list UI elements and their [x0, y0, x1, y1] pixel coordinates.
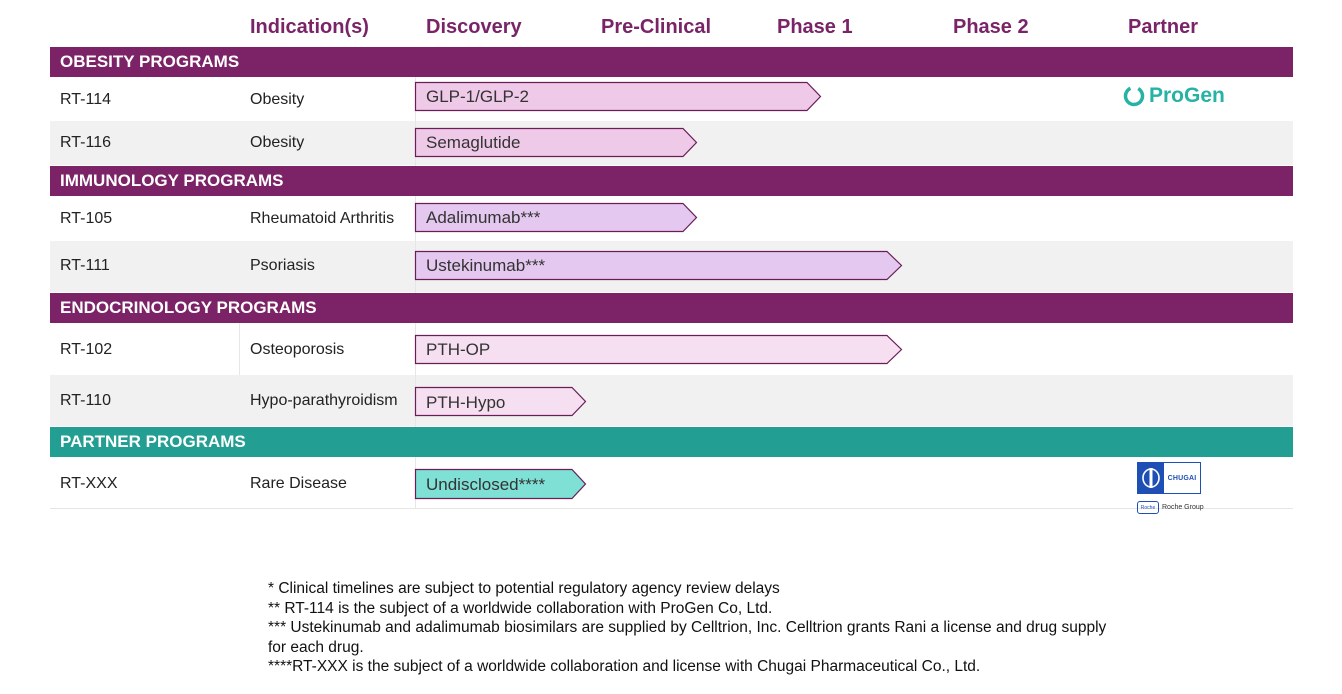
arrow-label: Ustekinumab***	[426, 256, 546, 275]
program-indication: Psoriasis	[250, 257, 315, 274]
program-id: RT-111	[60, 257, 110, 274]
program-indication: Rare Disease	[250, 475, 347, 492]
section-partner-programs: PARTNER PROGRAMS	[50, 427, 1293, 457]
footnote: *** Ustekinumab and adalimumab biosimilars are supplied by Celltrion, Inc. Celltrion grants Rani a license and drug supply for each drug.	[268, 619, 1107, 656]
program-id: RT-102	[60, 341, 113, 358]
program-indication: Obesity	[250, 91, 305, 108]
header-phase1: Phase 1	[777, 16, 853, 38]
arrow-label: PTH-Hypo	[426, 393, 506, 412]
header-discovery: Discovery	[426, 16, 522, 38]
roche-group-line	[1137, 501, 1204, 514]
program-indication: Rheumatoid Arthritis	[250, 210, 395, 227]
chugai-name: CHUGAI	[1167, 474, 1197, 482]
footnote: ** RT-114 is the subject of a worldwide collaboration with ProGen Co, Ltd.	[268, 599, 773, 617]
progen-logo	[1122, 84, 1225, 108]
roche-hexagon-icon: Roche	[1137, 501, 1159, 514]
program-indication: Osteoporosis	[250, 341, 345, 358]
chugai-badge	[1137, 462, 1201, 494]
footnote: ****RT-XXX is the subject of a worldwide collaboration and license with Chugai Pharmaceutical Co., Ltd.	[268, 658, 981, 675]
section-immunology-programs: IMMUNOLOGY PROGRAMS	[50, 166, 1293, 196]
footnote: * Clinical timelines are subject to potential regulatory agency review delays	[268, 580, 780, 597]
progen-logo-text: ProGen	[1149, 84, 1225, 107]
table-row	[50, 457, 1293, 509]
table-bottom-rule	[50, 508, 1293, 509]
progen-ring-icon	[1122, 84, 1146, 108]
chugai-logo	[1137, 462, 1204, 514]
program-id: RT-116	[60, 134, 111, 151]
header-phase2: Phase 2	[953, 16, 1029, 38]
program-id: RT-105	[60, 210, 113, 227]
chugai-mark-icon	[1138, 463, 1164, 493]
arrow-label: PTH-OP	[426, 340, 491, 359]
footnotes	[268, 579, 1128, 677]
program-id: RT-114	[60, 91, 111, 108]
section-obesity-programs: OBESITY PROGRAMS	[50, 47, 1293, 77]
program-indication: Obesity	[250, 134, 305, 151]
table-row	[50, 375, 1293, 426]
section-endocrinology-programs: ENDOCRINOLOGY PROGRAMS	[50, 293, 1293, 323]
header-indications: Indication(s)	[250, 16, 369, 38]
arrow-label: Undisclosed****	[426, 475, 546, 494]
arrow-label: GLP-1/GLP-2	[426, 87, 529, 106]
arrow-label: Adalimumab***	[426, 208, 541, 227]
column-divider	[239, 323, 240, 375]
program-id: RT-XXX	[60, 475, 118, 492]
header-partner: Partner	[1128, 16, 1199, 38]
arrow-label: Semaglutide	[426, 133, 521, 152]
header-preclinical: Pre-Clinical	[601, 16, 712, 38]
roche-group-label: Roche Group	[1162, 504, 1204, 511]
program-indication: Hypo-parathyroidism	[250, 392, 398, 409]
program-id: RT-110	[60, 392, 111, 409]
